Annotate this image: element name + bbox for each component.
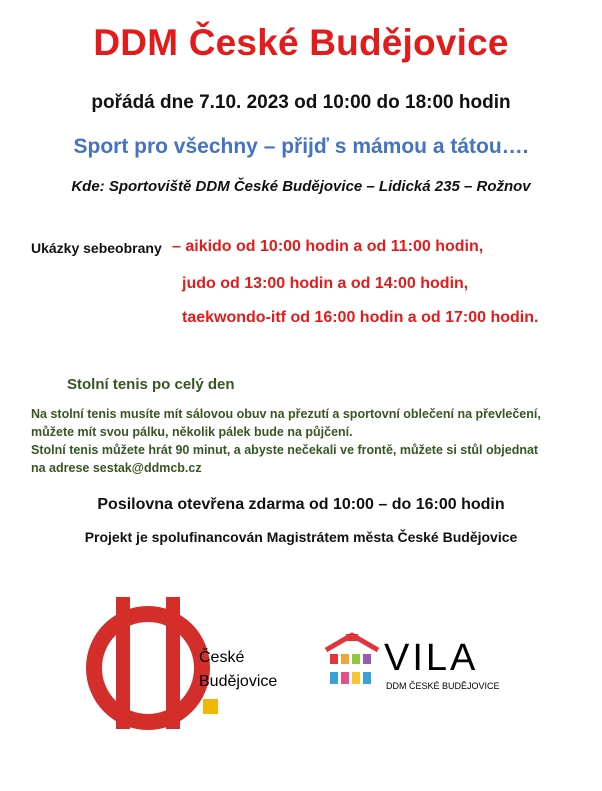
table-tennis-heading: Stolní tenis po celý den xyxy=(67,376,235,393)
table-tennis-info-line: můžete mít svou pálku, několik pálek bude na půjčení. xyxy=(31,425,353,439)
ceske-budejovice-logo xyxy=(85,596,285,731)
demo-judo: judo od 13:00 hodin a od 14:00 hodin, xyxy=(182,275,469,292)
cb-emblem-icon xyxy=(94,597,202,729)
table-tennis-info-line: Na stolní tenis musíte mít sálovou obuv na přezutí a sportovní oblečení na převlečení, xyxy=(31,407,541,421)
demo-taekwondo: taekwondo-itf od 16:00 hodin a od 17:00 hodin. xyxy=(182,309,539,326)
project-funding-note: Projekt je spolufinancován Magistrátem města České Budějovice xyxy=(84,529,518,545)
cb-logo-line1: České xyxy=(199,649,245,666)
demos-label: Ukázky sebeobrany xyxy=(31,240,162,256)
cb-logo-line2: Budějovice xyxy=(199,673,278,690)
vila-logo-word: VILA xyxy=(384,637,479,679)
page-title: DDM České Budějovice xyxy=(93,22,509,63)
demo-aikido: – aikido od 10:00 hodin a od 11:00 hodin, xyxy=(172,238,484,255)
event-location: Kde: Sportoviště DDM České Budějovice – Lidická 235 – Rožnov xyxy=(71,178,531,195)
gym-info: Posilovna otevřena zdarma od 10:00 – do 16:00 hodin xyxy=(97,496,505,513)
event-date: pořádá dne 7.10. 2023 od 10:00 do 18:00 hodin xyxy=(91,92,511,113)
vila-logo-subtitle: DDM ČESKÉ BUDĚJOVICE xyxy=(386,681,500,691)
cb-yellow-square-icon xyxy=(203,699,218,714)
vila-ddm-logo xyxy=(324,632,504,692)
table-tennis-info-line: Stolní tenis můžete hrát 90 minut, a abyste nečekali ve frontě, můžete si stůl objednat xyxy=(31,443,539,457)
house-icon xyxy=(326,634,378,684)
table-tennis-email-line: na adrese sestak@ddmcb.cz xyxy=(31,461,202,475)
event-subtitle: Sport pro všechny – přijď s mámou a tátou…. xyxy=(73,135,529,158)
